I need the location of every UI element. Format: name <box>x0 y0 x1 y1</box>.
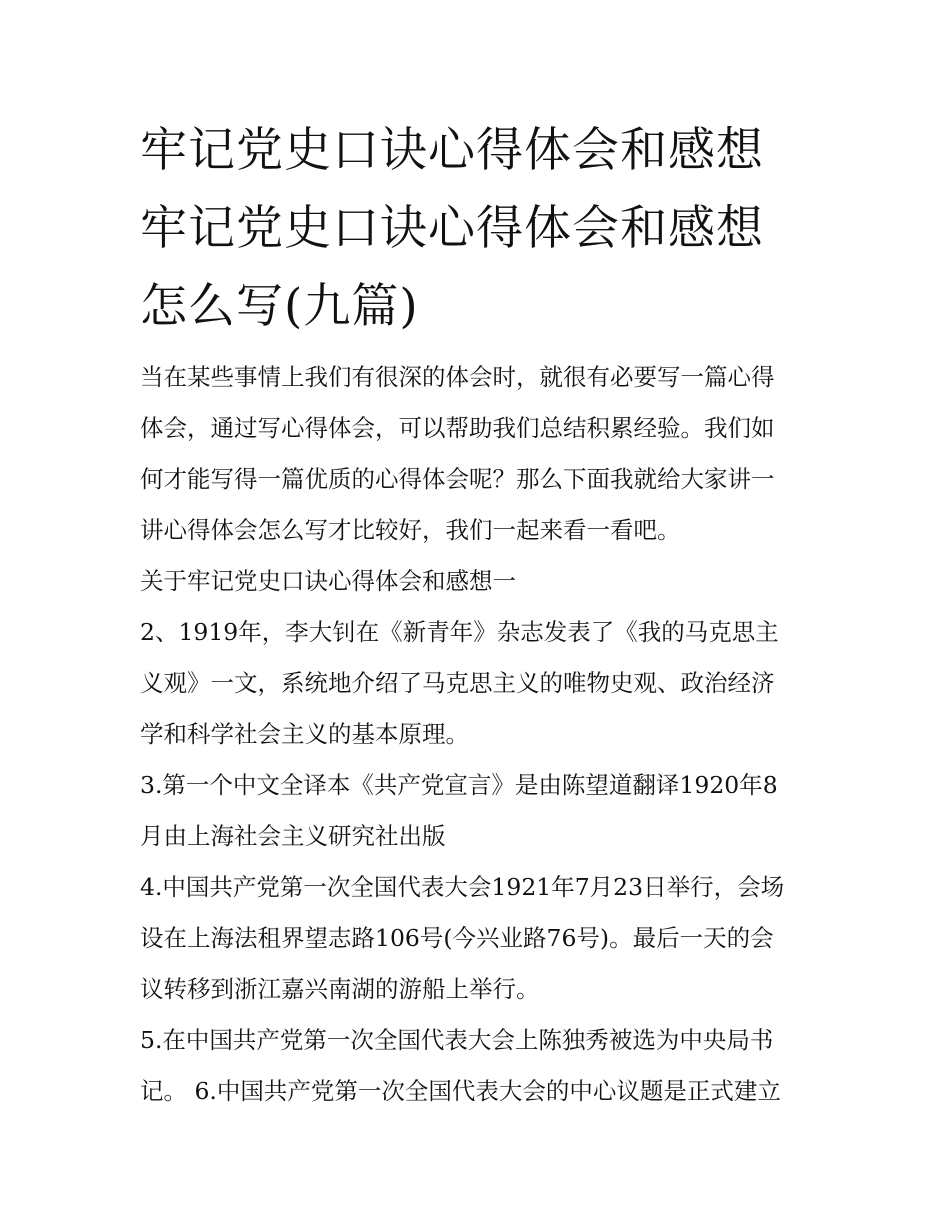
item-paragraph <box>140 1015 830 1117</box>
text-line: 体会，通过写心得体会，可以帮助我们总结积累经验。我们如 <box>140 414 775 442</box>
text-line: 5.在中国共产党第一次全国代表大会上陈独秀被选为中央局书 <box>140 1026 774 1054</box>
text-line: 义观》一文，系统地介绍了马克思主义的唯物史观、政治经济 <box>140 669 775 697</box>
intro-paragraph <box>140 352 830 556</box>
document-title <box>140 112 820 346</box>
item-paragraph <box>140 862 830 1015</box>
title-line: 怎么写(九篇) <box>140 279 419 334</box>
text-line: 2、1919年，李大钊在《新青年》杂志发表了《我的马克思主 <box>140 618 779 646</box>
text-line: 记。 6.中国共产党第一次全国代表大会的中心议题是正式建立 <box>140 1077 781 1105</box>
item-paragraph <box>140 607 830 760</box>
text-line: 讲心得体会怎么写才比较好，我们一起来看一看吧。 <box>140 516 681 544</box>
text-line: 议转移到浙江嘉兴南湖的游船上举行。 <box>140 975 540 1003</box>
title-line: 牢记党史口诀心得体会和感想 <box>140 201 764 256</box>
text-line: 月由上海社会主义研究社出版 <box>140 822 446 850</box>
title-line: 牢记党史口诀心得体会和感想 <box>140 123 764 178</box>
item-paragraph <box>140 760 830 862</box>
text-line: 关于牢记党史口诀心得体会和感想一 <box>140 567 516 595</box>
document-body <box>140 352 830 1117</box>
text-line: 3.第一个中文全译本《共产党宣言》是由陈望道翻译1920年8 <box>140 771 778 799</box>
text-line: 4.中国共产党第一次全国代表大会1921年7月23日举行，会场 <box>140 873 785 901</box>
text-line: 设在上海法租界望志路106号(今兴业路76号)。最后一天的会 <box>140 924 774 952</box>
section-heading <box>140 556 830 607</box>
text-line: 当在某些事情上我们有很深的体会时，就很有必要写一篇心得 <box>140 363 775 391</box>
text-line: 何才能写得一篇优质的心得体会呢？那么下面我就给大家讲一 <box>140 465 775 493</box>
text-line: 学和科学社会主义的基本原理。 <box>140 720 469 748</box>
